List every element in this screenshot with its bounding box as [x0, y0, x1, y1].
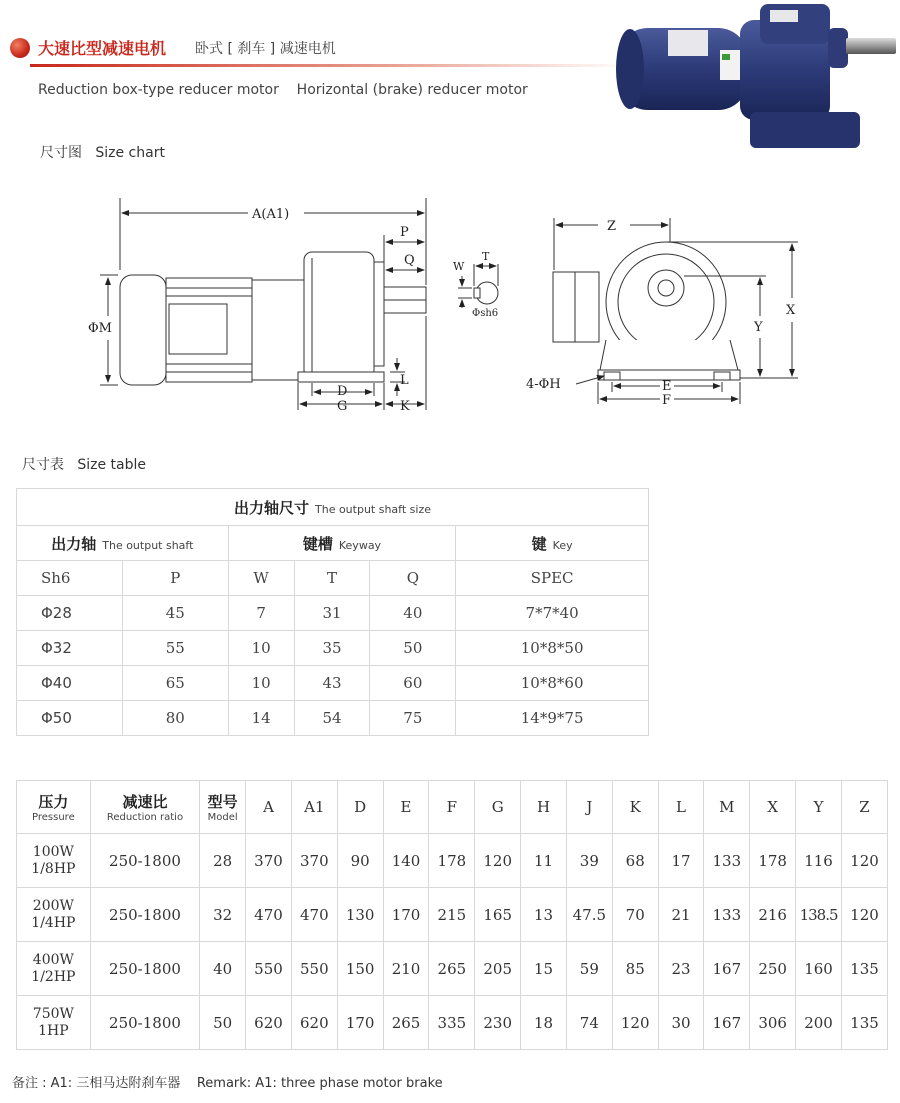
table-cell: 167	[704, 996, 750, 1050]
column-header: A	[246, 781, 292, 834]
column-header: P	[122, 561, 228, 596]
table-row	[17, 631, 649, 666]
size-chart-label-en: Size chart	[95, 145, 165, 161]
table-cell: 70	[612, 888, 658, 942]
column-header: Z	[842, 781, 888, 834]
column-header: F	[429, 781, 475, 834]
table-cell: 90	[337, 834, 383, 888]
table-cell: 10	[228, 631, 294, 666]
table-cell: 205	[475, 942, 521, 996]
size-chart-label-cn: 尺寸图	[40, 145, 82, 161]
header-reduction-ratio: 减速比 Reduction ratio	[90, 781, 199, 834]
table-cell: 306	[750, 996, 796, 1050]
shaft-table-title: 出力轴尺寸 The output shaft size	[17, 489, 649, 526]
table-cell: 160	[796, 942, 842, 996]
table-cell: 250	[750, 942, 796, 996]
group-header-key: 键 Key	[456, 526, 649, 561]
table-cell: 550	[246, 942, 292, 996]
dim-label-e: E	[662, 379, 672, 394]
model-cell: 40	[200, 942, 246, 996]
table-cell: 50	[370, 631, 456, 666]
column-header: J	[566, 781, 612, 834]
table-cell: 80	[122, 701, 228, 736]
pressure-cell: 200W 1/4HP	[17, 888, 91, 942]
dim-label-f: F	[662, 393, 672, 408]
table-cell: 13	[521, 888, 567, 942]
table-cell: 14	[228, 701, 294, 736]
pressure-cell: 100W 1/8HP	[17, 834, 91, 888]
table-cell: 116	[796, 834, 842, 888]
column-header: T	[294, 561, 370, 596]
table-cell: 470	[291, 888, 337, 942]
dim-table-header-row	[17, 781, 888, 834]
table-cell: 550	[291, 942, 337, 996]
header-divider	[30, 64, 630, 67]
table-cell: 7	[228, 596, 294, 631]
table-cell: 133	[704, 834, 750, 888]
column-header: W	[228, 561, 294, 596]
table-cell: 18	[521, 996, 567, 1050]
pressure-cell: 400W 1/2HP	[17, 942, 91, 996]
column-header: H	[521, 781, 567, 834]
page-title: 大速比型减速电机	[38, 39, 167, 58]
column-header: A1	[291, 781, 337, 834]
dim-label-p: P	[400, 225, 409, 240]
table-cell: 30	[658, 996, 704, 1050]
table-cell: 370	[291, 834, 337, 888]
table-cell: 120	[612, 996, 658, 1050]
table-cell: 10*8*60	[456, 666, 649, 701]
table-cell: 17	[658, 834, 704, 888]
dim-label-y: Y	[754, 320, 763, 335]
table-cell: 21	[658, 888, 704, 942]
table-cell: 55	[122, 631, 228, 666]
table-cell: 120	[842, 888, 888, 942]
table-cell: 10	[228, 666, 294, 701]
dimension-drawing	[0, 170, 900, 430]
table-cell: 370	[246, 834, 292, 888]
dim-label-q: Q	[404, 253, 415, 268]
table-cell: 15	[521, 942, 567, 996]
column-header: SPEC	[456, 561, 649, 596]
table-cell: Φ50	[17, 701, 123, 736]
table-cell: 216	[750, 888, 796, 942]
table-cell: Φ32	[17, 631, 123, 666]
table-row	[17, 834, 888, 888]
column-header: D	[337, 781, 383, 834]
column-header: Sh6	[17, 561, 123, 596]
page-subtitle-en: Reduction box-type reducer motor Horizontal (brake) reducer motor	[38, 82, 528, 98]
table-cell: 60	[370, 666, 456, 701]
dim-label-k: K	[400, 399, 410, 414]
remark-note: 备注 : A1: 三相马达附刹车器 Remark: A1: three phase motor brake	[12, 1076, 443, 1091]
column-header: X	[750, 781, 796, 834]
table-cell: 215	[429, 888, 475, 942]
page-subtitle-cn: 卧式 [ 刹车 ] 减速电机	[195, 41, 336, 57]
dim-label-m: ΦM	[88, 321, 112, 336]
dim-label-sh6: Φsh6	[472, 308, 499, 319]
column-header: Q	[370, 561, 456, 596]
table-cell: 68	[612, 834, 658, 888]
size-table-heading	[22, 454, 146, 474]
dim-label-w: W	[453, 260, 465, 273]
column-header: G	[475, 781, 521, 834]
table-cell: 120	[475, 834, 521, 888]
column-header: M	[704, 781, 750, 834]
table-cell: Φ28	[17, 596, 123, 631]
table-cell: 620	[246, 996, 292, 1050]
table-cell: 138.5	[796, 888, 842, 942]
header-pressure: 压力 Pressure	[17, 781, 91, 834]
table-row	[17, 596, 649, 631]
dim-label-h: 4-ΦH	[526, 377, 561, 392]
table-cell: 620	[291, 996, 337, 1050]
table-cell: 470	[246, 888, 292, 942]
table-cell: 120	[842, 834, 888, 888]
table-cell: 140	[383, 834, 429, 888]
table-cell: 47.5	[566, 888, 612, 942]
group-header-output-shaft: 出力轴 The output shaft	[17, 526, 229, 561]
table-cell: 10*8*50	[456, 631, 649, 666]
table-cell: 39	[566, 834, 612, 888]
table-cell: 40	[370, 596, 456, 631]
table-cell: 167	[704, 942, 750, 996]
size-table-label-en: Size table	[77, 457, 147, 473]
table-cell: 178	[429, 834, 475, 888]
table-cell: 35	[294, 631, 370, 666]
column-header: Y	[796, 781, 842, 834]
table-cell: 210	[383, 942, 429, 996]
column-header: K	[612, 781, 658, 834]
table-cell: 265	[383, 996, 429, 1050]
dim-label-a: A(A1)	[252, 207, 290, 222]
table-cell: 11	[521, 834, 567, 888]
table-row	[17, 666, 649, 701]
table-cell: 335	[429, 996, 475, 1050]
table-cell: 31	[294, 596, 370, 631]
group-header-keyway: 键槽 Keyway	[228, 526, 456, 561]
table-cell: 65	[122, 666, 228, 701]
size-chart-heading	[40, 142, 165, 162]
output-shaft-table	[16, 488, 649, 736]
model-cell: 50	[200, 996, 246, 1050]
header-bullet-icon	[10, 38, 30, 58]
motor-product-image	[610, 0, 900, 160]
table-cell: 150	[337, 942, 383, 996]
table-cell: 43	[294, 666, 370, 701]
ratio-cell: 250-1800	[90, 834, 199, 888]
table-cell: 130	[337, 888, 383, 942]
dim-label-z: Z	[607, 219, 617, 234]
table-row	[17, 888, 888, 942]
model-cell: 28	[200, 834, 246, 888]
table-cell: 54	[294, 701, 370, 736]
table-cell: 200	[796, 996, 842, 1050]
column-header: E	[383, 781, 429, 834]
dimension-table	[16, 780, 888, 1050]
size-table-label-cn: 尺寸表	[22, 457, 64, 473]
table-cell: 135	[842, 942, 888, 996]
table-cell: 75	[370, 701, 456, 736]
table-row	[17, 996, 888, 1050]
ratio-cell: 250-1800	[90, 888, 199, 942]
pressure-cell: 750W 1HP	[17, 996, 91, 1050]
model-cell: 32	[200, 888, 246, 942]
table-cell: 170	[337, 996, 383, 1050]
table-cell: 135	[842, 996, 888, 1050]
table-cell: 178	[750, 834, 796, 888]
shaft-table-column-row	[17, 561, 649, 596]
table-cell: 170	[383, 888, 429, 942]
table-cell: 23	[658, 942, 704, 996]
table-cell: 74	[566, 996, 612, 1050]
dim-label-x: X	[786, 303, 796, 318]
table-cell: 14*9*75	[456, 701, 649, 736]
table-cell: 133	[704, 888, 750, 942]
dim-label-l: L	[400, 373, 409, 388]
table-cell: 85	[612, 942, 658, 996]
column-header: L	[658, 781, 704, 834]
header-model: 型号 Model	[200, 781, 246, 834]
ratio-cell: 250-1800	[90, 996, 199, 1050]
table-row	[17, 942, 888, 996]
table-cell: Φ40	[17, 666, 123, 701]
dim-label-t: T	[482, 250, 490, 263]
table-cell: 45	[122, 596, 228, 631]
table-cell: 165	[475, 888, 521, 942]
table-row	[17, 701, 649, 736]
dim-label-g: G	[337, 399, 348, 414]
table-cell: 59	[566, 942, 612, 996]
table-cell: 230	[475, 996, 521, 1050]
table-cell: 7*7*40	[456, 596, 649, 631]
table-cell: 265	[429, 942, 475, 996]
dim-label-d: D	[337, 384, 348, 399]
ratio-cell: 250-1800	[90, 942, 199, 996]
